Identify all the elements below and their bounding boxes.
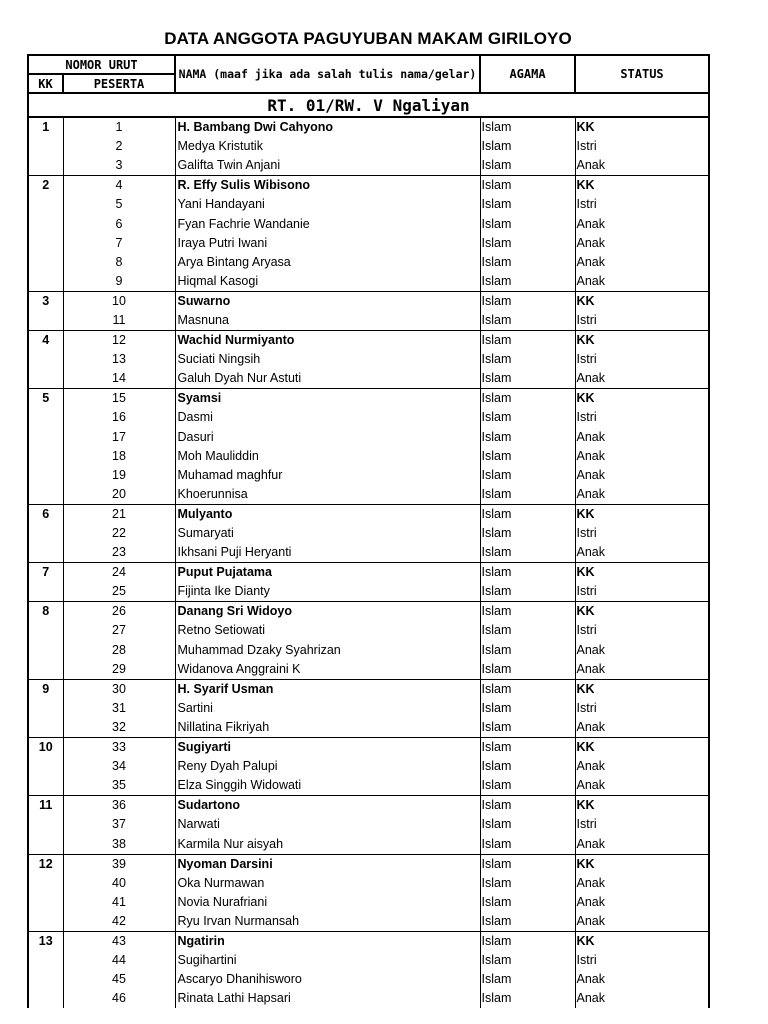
peserta-number: 38 xyxy=(63,834,175,854)
member-agama: Islam xyxy=(480,931,575,951)
member-name: Suwarno xyxy=(175,291,480,311)
member-agama: Islam xyxy=(480,428,575,447)
member-name: Widanova Anggraini K xyxy=(175,660,480,680)
member-agama: Islam xyxy=(480,815,575,834)
peserta-number: 46 xyxy=(63,989,175,1008)
member-status: Istri xyxy=(575,815,709,834)
member-agama: Islam xyxy=(480,874,575,893)
member-agama: Islam xyxy=(480,176,575,196)
member-status: KK xyxy=(575,563,709,583)
peserta-number: 8 xyxy=(63,253,175,272)
member-agama: Islam xyxy=(480,679,575,699)
document-title: DATA ANGGOTA PAGUYUBAN MAKAM GIRILOYO xyxy=(164,29,572,48)
member-agama: Islam xyxy=(480,989,575,1008)
member-name: Reny Dyah Palupi xyxy=(175,757,480,776)
member-agama: Islam xyxy=(480,195,575,214)
member-status: Istri xyxy=(575,951,709,970)
table-row xyxy=(28,195,709,214)
table-row xyxy=(28,582,709,602)
kk-number: 3 xyxy=(28,291,63,330)
member-agama: Islam xyxy=(480,524,575,543)
peserta-number: 21 xyxy=(63,504,175,524)
member-status: Istri xyxy=(575,582,709,602)
table-row xyxy=(28,699,709,718)
peserta-number: 44 xyxy=(63,951,175,970)
peserta-number: 42 xyxy=(63,912,175,932)
table-row xyxy=(28,524,709,543)
table-row xyxy=(28,447,709,466)
table-row xyxy=(28,679,709,699)
member-name: Novia Nurafriani xyxy=(175,893,480,912)
table-row xyxy=(28,311,709,331)
member-name: Sartini xyxy=(175,699,480,718)
member-status: Istri xyxy=(575,524,709,543)
peserta-number: 1 xyxy=(63,117,175,137)
table-row xyxy=(28,234,709,253)
table-row xyxy=(28,970,709,989)
peserta-number: 15 xyxy=(63,389,175,409)
kk-number: 13 xyxy=(28,931,63,1008)
member-status: Istri xyxy=(575,408,709,427)
member-status: Anak xyxy=(575,718,709,738)
peserta-number: 25 xyxy=(63,582,175,602)
peserta-number: 27 xyxy=(63,621,175,640)
member-name: Muhamad maghfur xyxy=(175,466,480,485)
member-name: Ryu Irvan Nurmansah xyxy=(175,912,480,932)
table-row xyxy=(28,466,709,485)
member-name: Nillatina Fikriyah xyxy=(175,718,480,738)
table-row xyxy=(28,369,709,389)
table-row xyxy=(28,989,709,1008)
member-status: KK xyxy=(575,331,709,351)
member-name: Dasmi xyxy=(175,408,480,427)
member-agama: Islam xyxy=(480,447,575,466)
peserta-number: 31 xyxy=(63,699,175,718)
member-agama: Islam xyxy=(480,117,575,137)
member-agama: Islam xyxy=(480,234,575,253)
kk-number: 2 xyxy=(28,176,63,292)
member-agama: Islam xyxy=(480,699,575,718)
table-row xyxy=(28,563,709,583)
table-row xyxy=(28,291,709,311)
member-status: KK xyxy=(575,931,709,951)
peserta-number: 22 xyxy=(63,524,175,543)
table-row xyxy=(28,874,709,893)
member-table-container xyxy=(27,54,708,1008)
member-agama: Islam xyxy=(480,543,575,563)
member-status: KK xyxy=(575,679,709,699)
peserta-number: 30 xyxy=(63,679,175,699)
member-agama: Islam xyxy=(480,776,575,796)
member-status: KK xyxy=(575,291,709,311)
kk-number: 1 xyxy=(28,117,63,176)
peserta-number: 43 xyxy=(63,931,175,951)
member-status: Anak xyxy=(575,234,709,253)
member-status: Anak xyxy=(575,834,709,854)
member-status: Istri xyxy=(575,350,709,369)
member-status: Anak xyxy=(575,912,709,932)
table-row xyxy=(28,408,709,427)
member-agama: Islam xyxy=(480,389,575,409)
header-kk: KK xyxy=(28,74,63,93)
peserta-number: 7 xyxy=(63,234,175,253)
table-row xyxy=(28,796,709,816)
peserta-number: 39 xyxy=(63,854,175,874)
member-name: Oka Nurmawan xyxy=(175,874,480,893)
peserta-number: 36 xyxy=(63,796,175,816)
member-status: Anak xyxy=(575,369,709,389)
peserta-number: 5 xyxy=(63,195,175,214)
table-row xyxy=(28,641,709,660)
peserta-number: 12 xyxy=(63,331,175,351)
header-status: STATUS xyxy=(575,55,709,93)
table-row xyxy=(28,931,709,951)
table-row xyxy=(28,331,709,351)
member-status: Anak xyxy=(575,214,709,233)
peserta-number: 9 xyxy=(63,272,175,292)
member-agama: Islam xyxy=(480,214,575,233)
member-agama: Islam xyxy=(480,466,575,485)
header-nama: NAMA (maaf jika ada salah tulis nama/gelar) xyxy=(175,55,480,93)
table-row xyxy=(28,253,709,272)
member-name: H. Bambang Dwi Cahyono xyxy=(175,117,480,137)
member-name: Karmila Nur aisyah xyxy=(175,834,480,854)
peserta-number: 28 xyxy=(63,641,175,660)
member-agama: Islam xyxy=(480,893,575,912)
table-row xyxy=(28,718,709,738)
member-table xyxy=(27,54,710,1008)
member-status: KK xyxy=(575,389,709,409)
peserta-number: 33 xyxy=(63,738,175,758)
header-agama: AGAMA xyxy=(480,55,575,93)
member-status: Anak xyxy=(575,543,709,563)
member-name: Fijinta Ike Dianty xyxy=(175,582,480,602)
table-row xyxy=(28,912,709,932)
member-status: KK xyxy=(575,504,709,524)
member-agama: Islam xyxy=(480,660,575,680)
member-status: Anak xyxy=(575,757,709,776)
peserta-number: 37 xyxy=(63,815,175,834)
peserta-number: 41 xyxy=(63,893,175,912)
member-agama: Islam xyxy=(480,757,575,776)
member-name: Suciati Ningsih xyxy=(175,350,480,369)
member-status: Anak xyxy=(575,660,709,680)
member-status: KK xyxy=(575,738,709,758)
table-row xyxy=(28,117,709,137)
table-row xyxy=(28,156,709,176)
table-row xyxy=(28,350,709,369)
kk-number: 12 xyxy=(28,854,63,931)
peserta-number: 29 xyxy=(63,660,175,680)
kk-number: 4 xyxy=(28,331,63,389)
table-row xyxy=(28,272,709,292)
member-agama: Islam xyxy=(480,485,575,505)
member-status: Istri xyxy=(575,137,709,156)
peserta-number: 18 xyxy=(63,447,175,466)
peserta-number: 32 xyxy=(63,718,175,738)
kk-number: 10 xyxy=(28,738,63,796)
peserta-number: 11 xyxy=(63,311,175,331)
member-name: Yani Handayani xyxy=(175,195,480,214)
member-name: Fyan Fachrie Wandanie xyxy=(175,214,480,233)
table-row xyxy=(28,834,709,854)
member-status: Istri xyxy=(575,699,709,718)
kk-number: 8 xyxy=(28,602,63,679)
table-row xyxy=(28,951,709,970)
member-agama: Islam xyxy=(480,621,575,640)
peserta-number: 26 xyxy=(63,602,175,622)
member-status: KK xyxy=(575,117,709,137)
peserta-number: 40 xyxy=(63,874,175,893)
member-status: Istri xyxy=(575,195,709,214)
peserta-number: 3 xyxy=(63,156,175,176)
member-name: Sugiyarti xyxy=(175,738,480,758)
header-nomor-urut: NOMOR URUT xyxy=(28,55,175,74)
table-row xyxy=(28,602,709,622)
member-name: Retno Setiowati xyxy=(175,621,480,640)
member-agama: Islam xyxy=(480,369,575,389)
member-status: Anak xyxy=(575,447,709,466)
table-row xyxy=(28,621,709,640)
peserta-number: 23 xyxy=(63,543,175,563)
member-status: Anak xyxy=(575,485,709,505)
member-status: Anak xyxy=(575,989,709,1008)
table-row xyxy=(28,815,709,834)
member-agama: Islam xyxy=(480,854,575,874)
member-agama: Islam xyxy=(480,834,575,854)
member-name: Wachid Nurmiyanto xyxy=(175,331,480,351)
member-agama: Islam xyxy=(480,563,575,583)
member-agama: Islam xyxy=(480,970,575,989)
member-name: Dasuri xyxy=(175,428,480,447)
table-row xyxy=(28,504,709,524)
member-agama: Islam xyxy=(480,350,575,369)
kk-number: 11 xyxy=(28,796,63,854)
table-row xyxy=(28,854,709,874)
member-agama: Islam xyxy=(480,137,575,156)
member-name: Elza Singgih Widowati xyxy=(175,776,480,796)
member-agama: Islam xyxy=(480,951,575,970)
member-name: R. Effy Sulis Wibisono xyxy=(175,176,480,196)
member-status: Anak xyxy=(575,874,709,893)
table-row xyxy=(28,543,709,563)
table-row xyxy=(28,893,709,912)
peserta-number: 14 xyxy=(63,369,175,389)
member-status: Anak xyxy=(575,466,709,485)
member-name: Arya Bintang Aryasa xyxy=(175,253,480,272)
kk-number: 5 xyxy=(28,389,63,505)
member-agama: Islam xyxy=(480,738,575,758)
peserta-number: 4 xyxy=(63,176,175,196)
member-status: KK xyxy=(575,854,709,874)
table-row xyxy=(28,137,709,156)
member-agama: Islam xyxy=(480,291,575,311)
member-name: Danang Sri Widoyo xyxy=(175,602,480,622)
member-rows xyxy=(28,117,709,1008)
table-row xyxy=(28,660,709,680)
member-status: Anak xyxy=(575,156,709,176)
member-agama: Islam xyxy=(480,331,575,351)
peserta-number: 2 xyxy=(63,137,175,156)
member-name: Khoerunnisa xyxy=(175,485,480,505)
member-name: Rinata Lathi Hapsari xyxy=(175,989,480,1008)
member-agama: Islam xyxy=(480,253,575,272)
section-title: RT. 01/RW. V Ngaliyan xyxy=(28,93,709,117)
member-status: Istri xyxy=(575,311,709,331)
kk-number: 7 xyxy=(28,563,63,602)
member-name: Medya Kristutik xyxy=(175,137,480,156)
member-name: Ngatirin xyxy=(175,931,480,951)
member-status: KK xyxy=(575,176,709,196)
peserta-number: 19 xyxy=(63,466,175,485)
kk-number: 9 xyxy=(28,679,63,737)
peserta-number: 16 xyxy=(63,408,175,427)
member-agama: Islam xyxy=(480,796,575,816)
member-name: Sudartono xyxy=(175,796,480,816)
member-name: Ikhsani Puji Heryanti xyxy=(175,543,480,563)
header-peserta: PESERTA xyxy=(63,74,175,93)
member-name: Sumaryati xyxy=(175,524,480,543)
member-name: Galuh Dyah Nur Astuti xyxy=(175,369,480,389)
member-agama: Islam xyxy=(480,272,575,292)
peserta-number: 34 xyxy=(63,757,175,776)
member-status: KK xyxy=(575,796,709,816)
table-row xyxy=(28,428,709,447)
peserta-number: 45 xyxy=(63,970,175,989)
member-name: Masnuna xyxy=(175,311,480,331)
member-status: Anak xyxy=(575,641,709,660)
member-name: Muhammad Dzaky Syahrizan xyxy=(175,641,480,660)
table-row xyxy=(28,757,709,776)
table-row xyxy=(28,176,709,196)
member-agama: Islam xyxy=(480,912,575,932)
member-agama: Islam xyxy=(480,641,575,660)
member-status: Anak xyxy=(575,272,709,292)
member-status: Anak xyxy=(575,970,709,989)
table-row xyxy=(28,214,709,233)
table-row xyxy=(28,738,709,758)
member-name: Puput Pujatama xyxy=(175,563,480,583)
table-row xyxy=(28,389,709,409)
member-agama: Islam xyxy=(480,718,575,738)
peserta-number: 35 xyxy=(63,776,175,796)
member-name: Sugihartini xyxy=(175,951,480,970)
member-agama: Islam xyxy=(480,582,575,602)
table-row xyxy=(28,776,709,796)
member-name: Galifta Twin Anjani xyxy=(175,156,480,176)
member-status: KK xyxy=(575,602,709,622)
peserta-number: 24 xyxy=(63,563,175,583)
member-agama: Islam xyxy=(480,156,575,176)
member-status: Anak xyxy=(575,893,709,912)
member-name: Nyoman Darsini xyxy=(175,854,480,874)
member-status: Anak xyxy=(575,776,709,796)
member-agama: Islam xyxy=(480,311,575,331)
peserta-number: 10 xyxy=(63,291,175,311)
member-name: Narwati xyxy=(175,815,480,834)
table-row xyxy=(28,485,709,505)
member-name: H. Syarif Usman xyxy=(175,679,480,699)
member-agama: Islam xyxy=(480,504,575,524)
member-agama: Islam xyxy=(480,602,575,622)
member-agama: Islam xyxy=(480,408,575,427)
member-name: Mulyanto xyxy=(175,504,480,524)
member-name: Iraya Putri Iwani xyxy=(175,234,480,253)
kk-number: 6 xyxy=(28,504,63,562)
member-status: Anak xyxy=(575,253,709,272)
member-name: Ascaryo Dhanihisworo xyxy=(175,970,480,989)
peserta-number: 17 xyxy=(63,428,175,447)
member-name: Syamsi xyxy=(175,389,480,409)
peserta-number: 6 xyxy=(63,214,175,233)
peserta-number: 13 xyxy=(63,350,175,369)
member-status: Anak xyxy=(575,428,709,447)
peserta-number: 20 xyxy=(63,485,175,505)
member-status: Istri xyxy=(575,621,709,640)
member-name: Hiqmal Kasogi xyxy=(175,272,480,292)
member-name: Moh Mauliddin xyxy=(175,447,480,466)
